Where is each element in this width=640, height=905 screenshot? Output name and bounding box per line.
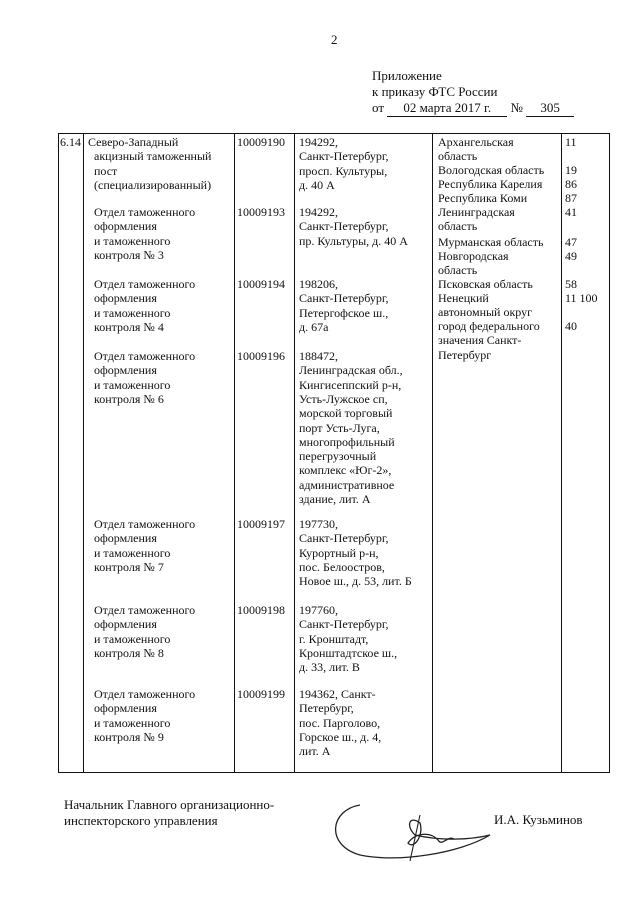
post-name-line: и таможенного	[94, 377, 171, 392]
post-address-line: административное	[299, 477, 395, 492]
col-border-1	[83, 133, 84, 773]
post-address-line: д. 67а	[299, 319, 329, 334]
col-border-2	[234, 133, 235, 773]
region-name-line: Республика Карелия	[438, 177, 543, 191]
region-name-line: город федерального	[438, 319, 540, 333]
region-code: 49	[565, 249, 577, 263]
post-address-line: г. Кронштадт,	[299, 631, 369, 646]
post-address-line: Курортный р-н,	[299, 545, 379, 560]
post-name-line: и таможенного	[94, 631, 171, 646]
signatory-name: И.А. Кузьминов	[494, 812, 583, 827]
region-name-line: Ленинградская	[438, 205, 515, 219]
post-address-line: многопрофильный	[299, 434, 395, 449]
post-name-line: акцизный таможенный	[94, 149, 212, 164]
post-address-line: 194292,	[299, 135, 338, 149]
region-name-line: значения Санкт-	[438, 333, 522, 348]
post-address-line: Санкт-Петербург,	[299, 149, 389, 164]
region-name-line: Мурманская область	[438, 235, 544, 249]
post-name-line: Отдел таможенного	[94, 517, 196, 531]
post-code: 10009197	[237, 517, 285, 531]
post-address-line: просп. Культуры,	[299, 163, 388, 178]
post-name-line: контроля № 4	[94, 319, 164, 334]
post-address-line: д. 40 А	[299, 177, 335, 192]
post-name-line: Отдел таможенного	[94, 603, 196, 617]
post-name-line: контроля № 3	[94, 247, 164, 262]
footer-line-1: Начальник Главного организационно-	[64, 797, 275, 812]
post-name-line: и таможенного	[94, 715, 171, 730]
col-border-5	[561, 133, 562, 773]
col-border-0	[58, 133, 59, 773]
page-number: 2	[331, 32, 338, 47]
post-address-line: 188472,	[299, 349, 338, 363]
post-address-line: Санкт-Петербург,	[299, 291, 389, 306]
post-name-line: контроля № 6	[94, 391, 164, 406]
post-name-line: контроля № 8	[94, 645, 164, 660]
post-code: 10009198	[237, 603, 285, 617]
region-name-line: Республика Коми	[438, 191, 528, 205]
table-bottom-border	[58, 772, 610, 773]
post-name-line: Отдел таможенного	[94, 687, 196, 701]
appendix-title: Приложение	[372, 68, 442, 83]
post-address-line: пос. Белоостров,	[299, 559, 385, 574]
post-name-line: оформления	[94, 363, 157, 378]
post-name-line: и таможенного	[94, 233, 171, 248]
from-label: от	[372, 100, 385, 115]
post-name-line: оформления	[94, 531, 157, 546]
region-code: 11 100	[565, 291, 598, 305]
post-address-line: пр. Культуры, д. 40 А	[299, 233, 408, 248]
post-name-line: оформления	[94, 219, 157, 234]
region-code: 47	[565, 235, 577, 249]
order-number: 305	[526, 100, 574, 117]
region-name-line: Новгородская	[438, 249, 509, 263]
post-name-line: оформления	[94, 291, 157, 306]
post-name-line: (специализированный)	[94, 177, 212, 192]
post-address-line: Петергофское ш.,	[299, 305, 389, 320]
post-address-line: 197760,	[299, 603, 338, 617]
footer-position	[64, 797, 274, 829]
region-name-line: Ненецкий	[438, 291, 489, 305]
post-address-line: 198206,	[299, 277, 338, 291]
post-address-line: Ленинградская обл.,	[299, 363, 403, 378]
region-code: 41	[565, 205, 577, 219]
post-name-line: Отдел таможенного	[94, 205, 196, 219]
post-address-line: лит. А	[299, 744, 331, 759]
col-border-6	[609, 133, 610, 773]
region-code: 40	[565, 319, 577, 333]
region-code: 58	[565, 277, 577, 291]
appendix-header	[372, 68, 574, 117]
post-code: 10009199	[237, 687, 285, 701]
post-address-line: Петербург,	[299, 701, 354, 716]
col-border-3	[294, 133, 295, 773]
region-name-line: Архангельская	[438, 135, 514, 149]
post-name-line: Отдел таможенного	[94, 349, 196, 363]
customs-posts-table	[58, 133, 610, 773]
post-address-line: Санкт-Петербург,	[299, 219, 389, 234]
post-address-line: Санкт-Петербург,	[299, 531, 389, 546]
post-address-line: Новое ш., д. 53, лит. Б	[299, 574, 412, 589]
region-code: 19	[565, 163, 577, 177]
post-code: 10009190	[237, 135, 285, 149]
post-code: 10009194	[237, 277, 285, 291]
region-name-line: Вологодская область	[438, 163, 545, 177]
post-address-line: пос. Парголово,	[299, 715, 381, 730]
post-name-line: оформления	[94, 701, 157, 716]
region-name-line: область	[438, 219, 478, 234]
region-name-line: Псковская область	[438, 277, 533, 291]
region-code: 87	[565, 191, 577, 205]
row-number: 6.14	[60, 135, 81, 149]
post-name-line: и таможенного	[94, 305, 171, 320]
appendix-order: к приказу ФТС России	[372, 84, 498, 99]
post-name-line: Северо-Западный	[88, 135, 179, 149]
region-name-line: область	[438, 263, 478, 278]
post-address-line: Кингисеппский р-н,	[299, 377, 402, 392]
region-name-line: автономный округ	[438, 305, 533, 320]
region-code: 11	[565, 135, 577, 149]
post-address-line: здание, лит. А	[299, 492, 371, 506]
post-address-line: 197730,	[299, 517, 338, 531]
post-name-line: пост	[94, 163, 118, 178]
post-name-line: контроля № 7	[94, 559, 164, 574]
post-address-line: Санкт-Петербург,	[299, 617, 389, 632]
post-address-line: порт Усть-Луга,	[299, 420, 380, 435]
post-address-line: 194362, Санкт-	[299, 687, 376, 701]
post-address-line: комплекс «Юг-2»,	[299, 463, 392, 478]
signature-scribble	[320, 795, 500, 865]
post-name-line: контроля № 9	[94, 729, 164, 744]
post-code: 10009196	[237, 349, 285, 363]
order-date: 02 марта 2017 г.	[387, 100, 507, 117]
post-address-line: д. 33, лит. В	[299, 660, 360, 675]
footer-line-2: инспекторского управления	[64, 813, 218, 828]
post-name-line: Отдел таможенного	[94, 277, 196, 291]
post-address-line: Усть-Лужское сп,	[299, 391, 388, 406]
number-label: №	[510, 100, 523, 115]
region-name-line: область	[438, 149, 478, 164]
table-top-border	[58, 133, 610, 134]
post-address-line: перегрузочный	[299, 449, 377, 464]
post-name-line: оформления	[94, 617, 157, 632]
region-code: 86	[565, 177, 577, 191]
appendix-date-line	[372, 100, 574, 117]
post-address-line: 194292,	[299, 205, 338, 219]
post-address-line: морской торговый	[299, 406, 393, 421]
post-name-line: и таможенного	[94, 545, 171, 560]
post-code: 10009193	[237, 205, 285, 219]
col-border-4	[432, 133, 433, 773]
post-address-line: Горское ш., д. 4,	[299, 729, 382, 744]
region-name-line: Петербург	[438, 347, 492, 362]
post-address-line: Кронштадтское ш.,	[299, 645, 398, 660]
